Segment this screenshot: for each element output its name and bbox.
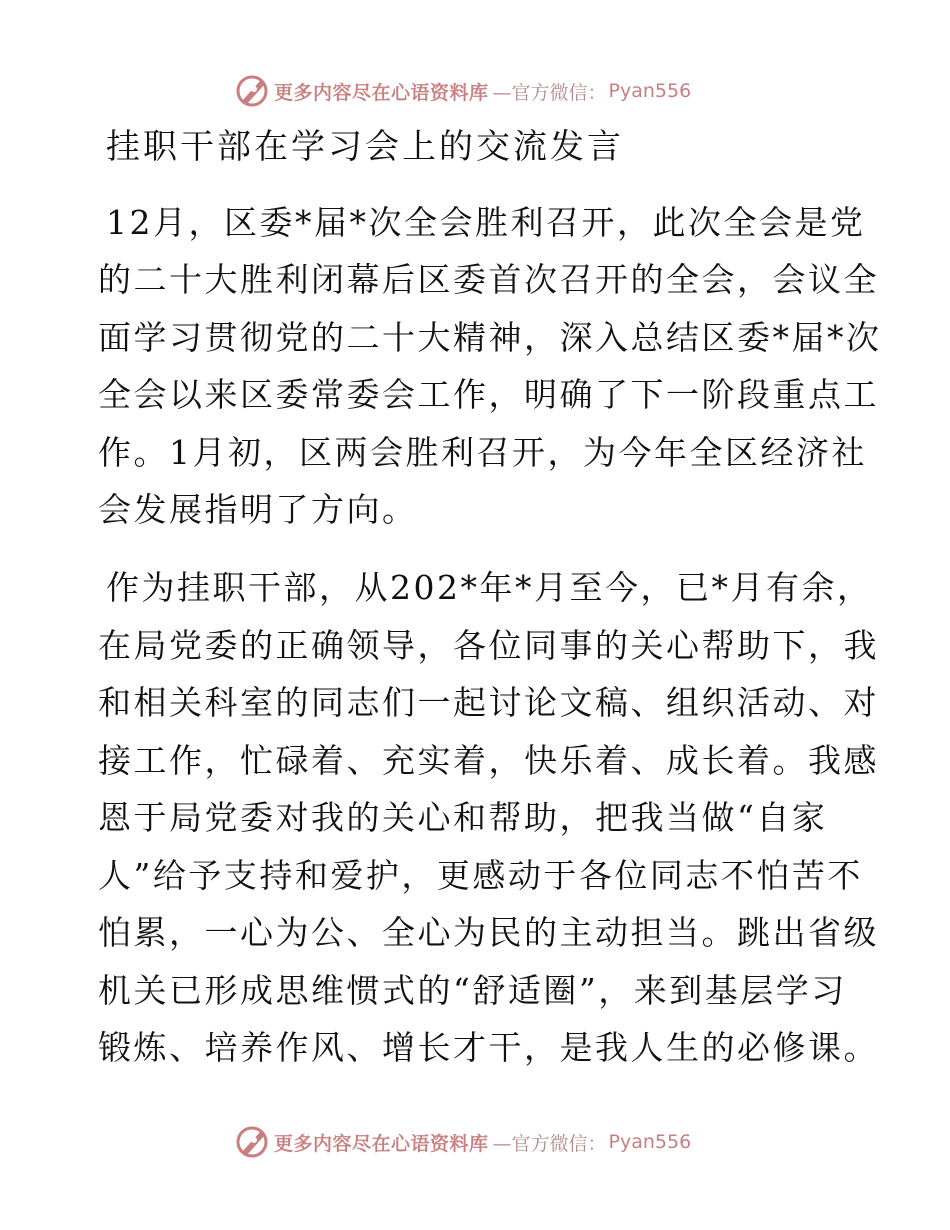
watermark-separator: —官方微信： [492,1132,607,1155]
paragraph-2-line-2: 在局党委的正确领导，各位同事的关心帮助下，我 [98,626,879,665]
paragraph-2-line-8: 机关已形成思维惯式的“舒适圈”，来到基层学习 [98,971,847,1010]
paragraph-2-line-1: 作为挂职干部，从202*年*月至今，已*月有余， [106,568,873,607]
paragraph-1-line-2: 的二十大胜利闭幕后区委首次召开的全会，会议全 [98,260,879,299]
watermark-bottom [234,1122,691,1162]
watermark-wechat-id: Pyan556 [608,80,692,102]
watermark-top [234,71,691,111]
paragraph-2-line-9: 锻炼、培养作风、增长才干，是我人生的必修课。 [98,1028,879,1067]
paragraph-1-line-1: 12月，区委*届*次全会胜利召开，此次全会是党 [106,203,866,242]
paragraph-2-line-3: 和相关科室的同志们一起讨论文稿、组织活动、对 [98,683,879,722]
paragraph-1-line-3: 面学习贯彻党的二十大精神，深入总结区委*届*次 [98,318,882,357]
paragraph-2-line-7: 怕累，一心为公、全心为民的主动担当。跳出省级 [98,913,879,952]
paragraph-1-line-5: 作。1月初，区两会胜利召开，为今年全区经济社 [98,433,867,472]
paragraph-2-line-5: 恩于局党委对我的关心和帮助，把我当做“自家 [98,798,828,837]
pen-logo-icon [234,1124,270,1160]
paragraph-1-line-4: 全会以来区委常委会工作，明确了下一阶段重点工 [98,375,879,414]
watermark-separator: —官方微信： [492,81,607,104]
watermark-text: 更多内容尽在心语资料库 [274,1132,489,1155]
paragraph-2-line-4: 接工作，忙碌着、充实着，快乐着、成长着。我感 [98,741,879,780]
watermark-text: 更多内容尽在心语资料库 [274,81,489,104]
paragraph-1-line-6: 会发展指明了方向。 [98,490,418,529]
paragraph-2-line-6: 人”给予支持和爱护，更感动于各位同志不怕苦不 [98,856,863,895]
document-title: 挂职干部在学习会上的交流发言 [106,127,624,167]
pen-logo-icon [234,73,270,109]
watermark-wechat-id: Pyan556 [608,1131,692,1153]
